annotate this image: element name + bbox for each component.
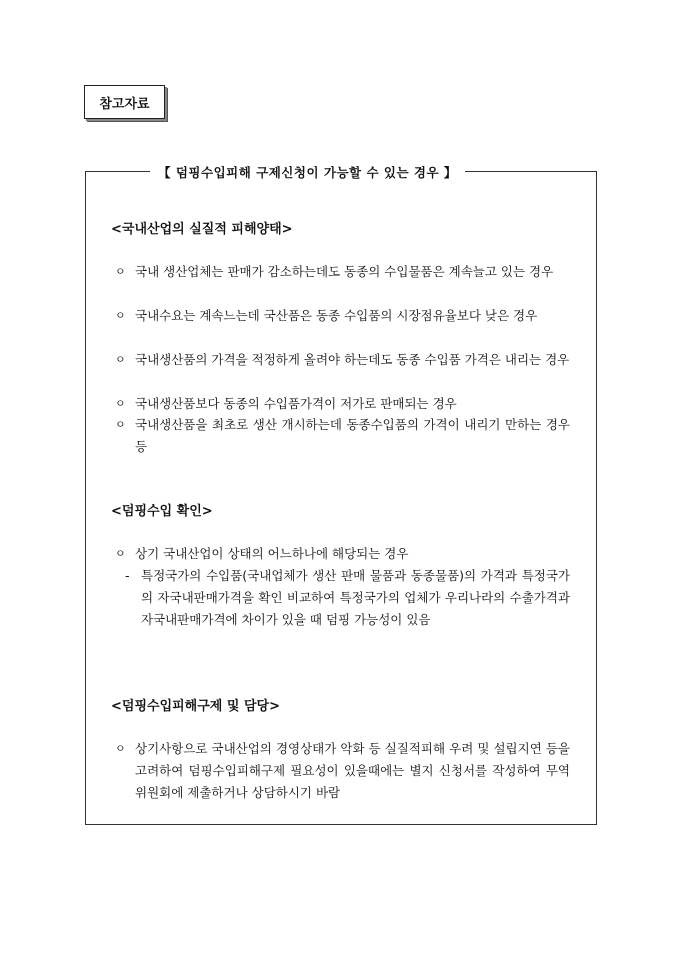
list-item bbox=[115, 543, 570, 565]
list-item-text: 국내생산품을 최초로 생산 개시하는데 동종수입품의 가격이 내리기 만하는 경우 등 bbox=[135, 417, 570, 454]
sub-list-item-text: 특정국가의 수입품(국내업체가 생산 판매 물품과 동종물품)의 가격과 특정국가의 자국내판매가격을 확인 비교하여 특정국가의 업체가 우리나라의 수출가격과 자국내판매가격에 차이가 있을 때 덤핑 가능성이 있음 bbox=[141, 568, 570, 627]
bullet-mark: ㅇ bbox=[115, 309, 126, 322]
list-item bbox=[115, 305, 570, 327]
list-item-text: 국내 생산업체는 판매가 감소하는데도 동종의 수입물품은 계속늘고 있는 경우 bbox=[135, 264, 554, 279]
list-item bbox=[115, 349, 570, 371]
sub-list-item bbox=[125, 565, 570, 631]
bullet-mark: ㅇ bbox=[115, 742, 126, 755]
reference-label-box bbox=[84, 85, 165, 119]
list-item bbox=[115, 414, 570, 458]
bullet-mark: ㅇ bbox=[115, 418, 126, 431]
list-item-text: 국내생산품의 가격을 적정하게 올려야 하는데도 동종 수입품 가격은 내리는 경우 bbox=[135, 352, 570, 367]
list-item-text: 상기 국내산업이 상태의 어느하나에 해당되는 경우 bbox=[135, 546, 409, 561]
list-item bbox=[115, 261, 570, 283]
list-item-text: 상기사항으로 국내산업의 경영상태가 악화 등 실질적피해 우려 및 설립지연 등을 고려하여 덤핑수입피해구제 필요성이 있을때에는 별지 신청서를 작성하여 무역위원회에 제출하거나 상담하시기 바람 bbox=[135, 741, 570, 800]
list-item bbox=[115, 738, 570, 804]
bullet-mark: ㅇ bbox=[115, 397, 126, 410]
list-item-text: 국내생산품보다 동종의 수입품가격이 저가로 판매되는 경우 bbox=[135, 396, 457, 411]
bullet-mark: ㅇ bbox=[115, 265, 126, 278]
frame-title: 【 덤핑수입피해 구제신청이 가능할 수 있는 경우 】 bbox=[150, 163, 465, 181]
bullet-mark: ㅇ bbox=[115, 353, 126, 366]
list-item bbox=[115, 393, 570, 415]
section-heading-relief: <덤핑수입피해구제 및 담당> bbox=[111, 699, 280, 714]
reference-label: 참고자료 bbox=[99, 96, 150, 112]
dash-mark: - bbox=[125, 568, 130, 583]
list-item-text: 국내수요는 계속느는데 국산품은 동종 수입품의 시장점유율보다 낮은 경우 bbox=[135, 308, 538, 323]
section-heading-dumping-check: <덤핑수입 확인> bbox=[111, 504, 213, 519]
bullet-mark: ㅇ bbox=[115, 547, 126, 560]
section-heading-damage: <국내산업의 실질적 피해양태> bbox=[111, 222, 293, 237]
